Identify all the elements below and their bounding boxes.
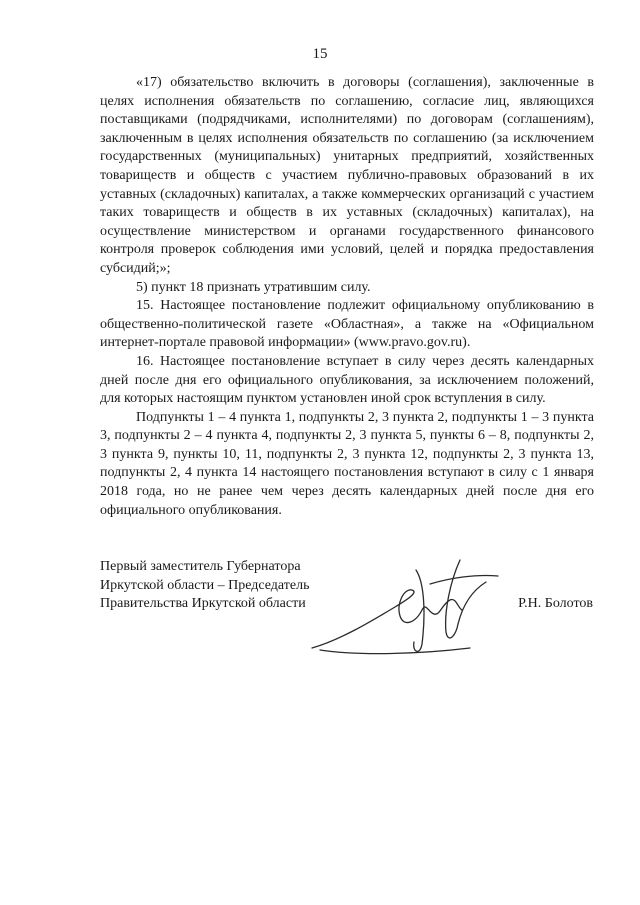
paragraph-16: 16. Настоящее постановление вступает в силу через десять календарных дней после дня его официального опубликования, за исключением положений, для которых настоящим пунктом установлен иной срок вступления в силу. (100, 353, 594, 407)
paragraph-item-17: «17) обязательство включить в договоры (соглашения), заключенные в целях исполнения обязательств по соглашению, согласие лиц, являющихся поставщиками (подрядчиками, исполнителями) по договорам (соглашениям), заключенным в целях исполнения обязательств по соглашению (за исключением государственных (муниципальных) унитарных предприятий, хозяйственных товариществ и обществ с участием публично-правовых образований в их уставных (складочных) капиталах, а также коммерческих организаций с участием таких товариществ и обществ в их уставных (складочных) капиталах), на осуществление министерством и органами государственного финансового контроля проверок соблюдения ими условий, целей и порядка предоставления субсидий;»; (100, 75, 594, 276)
paragraph-item-5: 5) пункт 18 признать утратившим силу. (136, 279, 371, 295)
paragraph-15: 15. Настоящее постановление подлежит официальному опубликованию в общественно-политической газете «Областная», а также на «Официальном интернет-портале правовой информации» (www.pravo.gov.ru). (100, 298, 594, 351)
handwritten-signature-icon (300, 552, 510, 662)
page-number: 15 (312, 46, 328, 62)
paragraph-16-exceptions: Подпункты 1 – 4 пункта 1, подпункты 2, 3 пункта 2, подпункты 1 – 3 пункта 3, подпункты 2 – 4 пункта 4, подпункты 2, 3 пункта 5, пункты 6 – 8, подпункты 2, 3 пункта 9, пункты 10, 11, подпункты 2, 3 пункта 12, подпункты 2, 3 пункта 13, подпункты 2, 4 пункта 14 настоящего постановления вступают в силу с 1 января 2018 года, но не ранее чем через десять календарных дней после дня его официального опубликования. (100, 409, 594, 518)
document-body (100, 74, 594, 520)
signer-position (100, 558, 309, 614)
signer-position-line: Правительства Иркутской области (100, 596, 306, 612)
signer-position-line: Первый заместитель Губернатора (100, 559, 301, 574)
signer-name: Р.Н. Болотов (518, 596, 593, 611)
signer-position-line: Иркутской области – Председатель (100, 577, 310, 593)
